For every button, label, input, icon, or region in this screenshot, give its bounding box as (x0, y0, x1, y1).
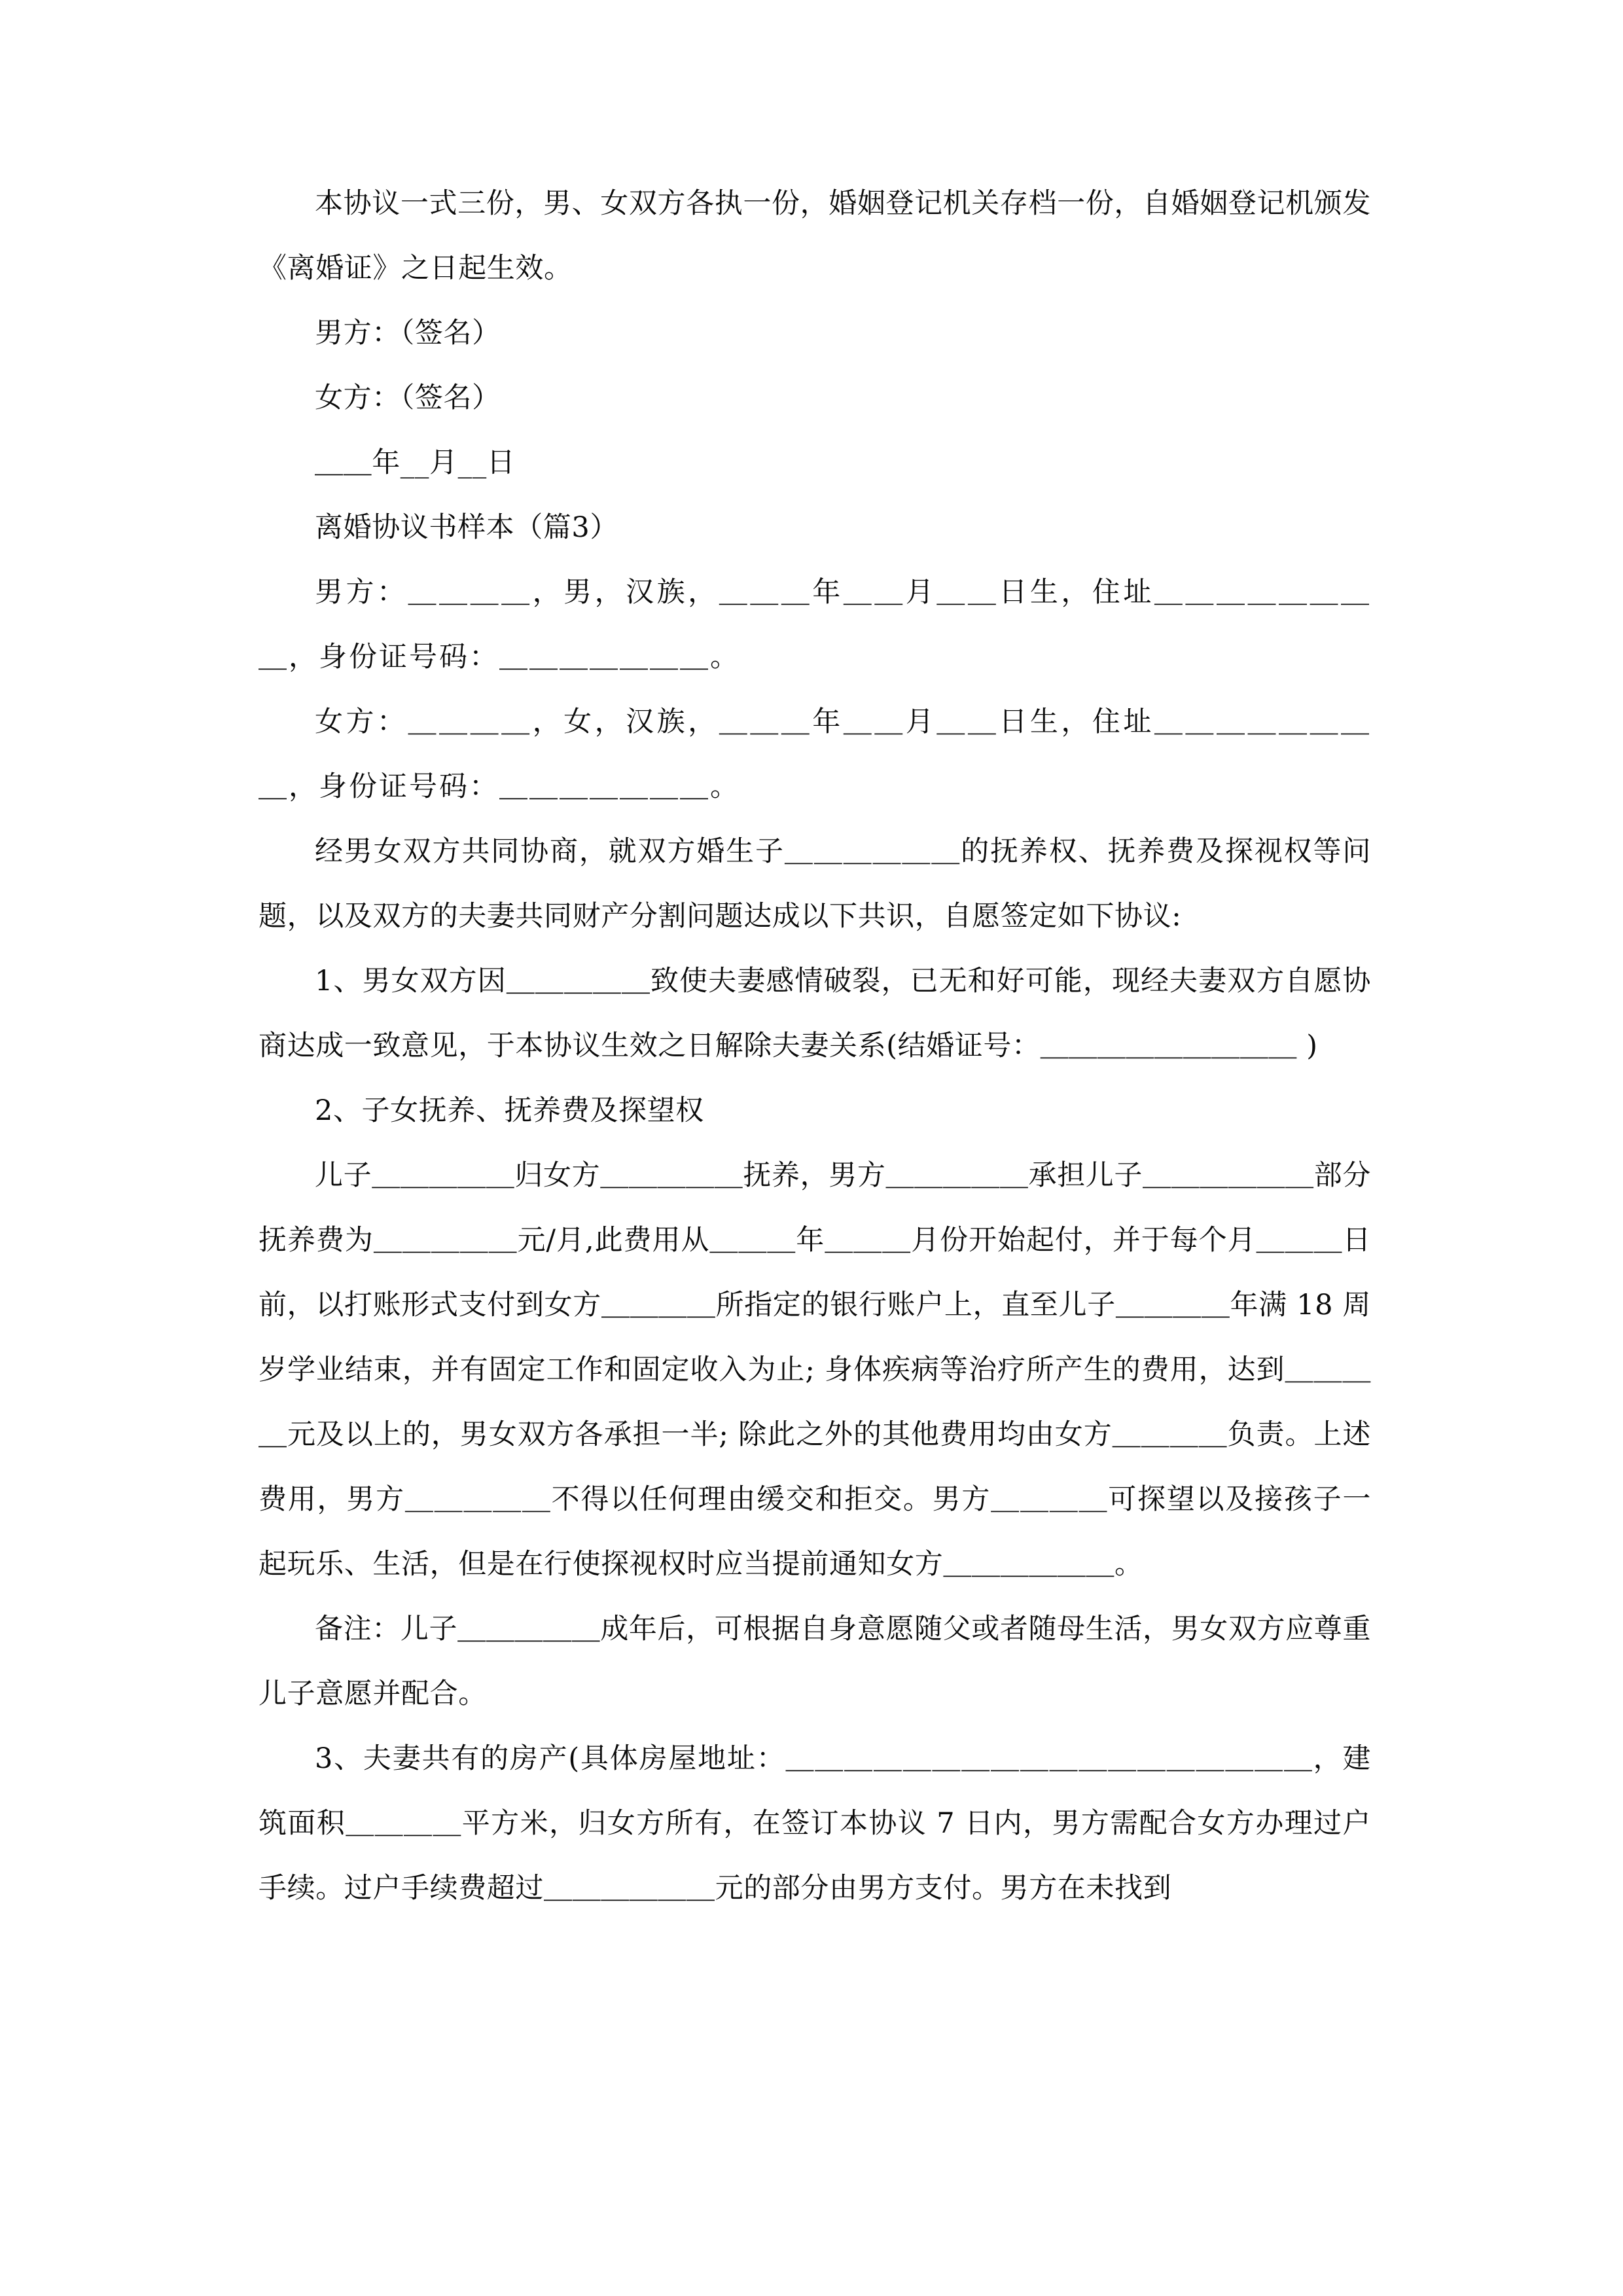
clause-2-body: 儿子＿＿＿＿＿归女方＿＿＿＿＿抚养，男方＿＿＿＿＿承担儿子＿＿＿＿＿＿部分抚养费为＿＿＿＿＿元/月,此费用从＿＿＿年＿＿＿月份开始起付，并于每个月＿＿＿日前，以打账形式支付到女方＿＿＿＿所指定的银行账户上，直至儿子＿＿＿＿年满 18 周岁学业结束，并有固定工作和固定收入为止; 身体疾病等治疗所产生的费用，达到＿＿＿＿元及以上的，男女双方各承担一半; 除此之外的其他费用均由女方＿＿＿＿负责。上述费用，男方＿＿＿＿＿不得以任何理由缓交和拒交。男方＿＿＿＿可探望以及接孩子一起玩乐、生活，但是在行使探视权时应当提前通知女方＿＿＿＿＿＿。 (259, 1159, 1371, 1581)
clause-3: 3、夫妻共有的房产(具体房屋地址：＿＿＿＿＿＿＿＿＿＿＿＿＿＿＿＿＿＿，建筑面积＿＿＿＿平方米，归女方所有，在签订本协议 7 日内，男方需配合女方办理过户手续。过户手续费超过＿＿＿＿＿＿元的部分由男方支付。男方在未找到 (259, 1742, 1371, 1905)
signature-date-line: ＿＿年__月__日 (315, 446, 516, 479)
paragraph-copies-clause: 本协议一式三份，男、女双方各执一份，婚姻登记机关存档一份，自婚姻登记机颁发《离婚证》之日起生效。 (259, 187, 1371, 285)
paragraph-preamble: 经男女双方共同协商，就双方婚生子＿＿＿＿＿＿的抚养权、抚养费及探视权等问题，以及双方的夫妻共同财产分割问题达成以下共识，自愿签定如下协议: (259, 835, 1371, 933)
clause-1: 1、男女双方因＿＿＿＿＿致使夫妻感情破裂，已无和好可能，现经夫妻双方自愿协商达成一致意见，于本协议生效之日解除夫妻关系(结婚证号：＿＿＿＿＿＿＿＿＿ ) (259, 965, 1371, 1062)
clause-2-note: 备注：儿子＿＿＿＿＿成年后，可根据自身意愿随父或者随母生活，男女双方应尊重儿子意愿并配合。 (259, 1613, 1371, 1710)
signature-line-wife: 女方：（签名） (315, 382, 501, 414)
sample-heading: 离婚协议书样本（篇3） (315, 511, 618, 544)
document-body (259, 171, 1371, 1921)
party-info-husband: 男方：＿＿＿＿，男，汉族，＿＿＿年＿＿月＿＿日生，住址＿＿＿＿＿＿＿＿，身份证号码：＿＿＿＿＿＿＿。 (259, 576, 1371, 673)
signature-line-husband: 男方：（签名） (315, 317, 501, 350)
party-info-wife: 女方：＿＿＿＿，女，汉族，＿＿＿年＿＿月＿＿日生，住址＿＿＿＿＿＿＿＿，身份证号码：＿＿＿＿＿＿＿。 (259, 706, 1371, 803)
clause-2-title: 2、子女抚养、抚养费及探望权 (315, 1094, 704, 1127)
